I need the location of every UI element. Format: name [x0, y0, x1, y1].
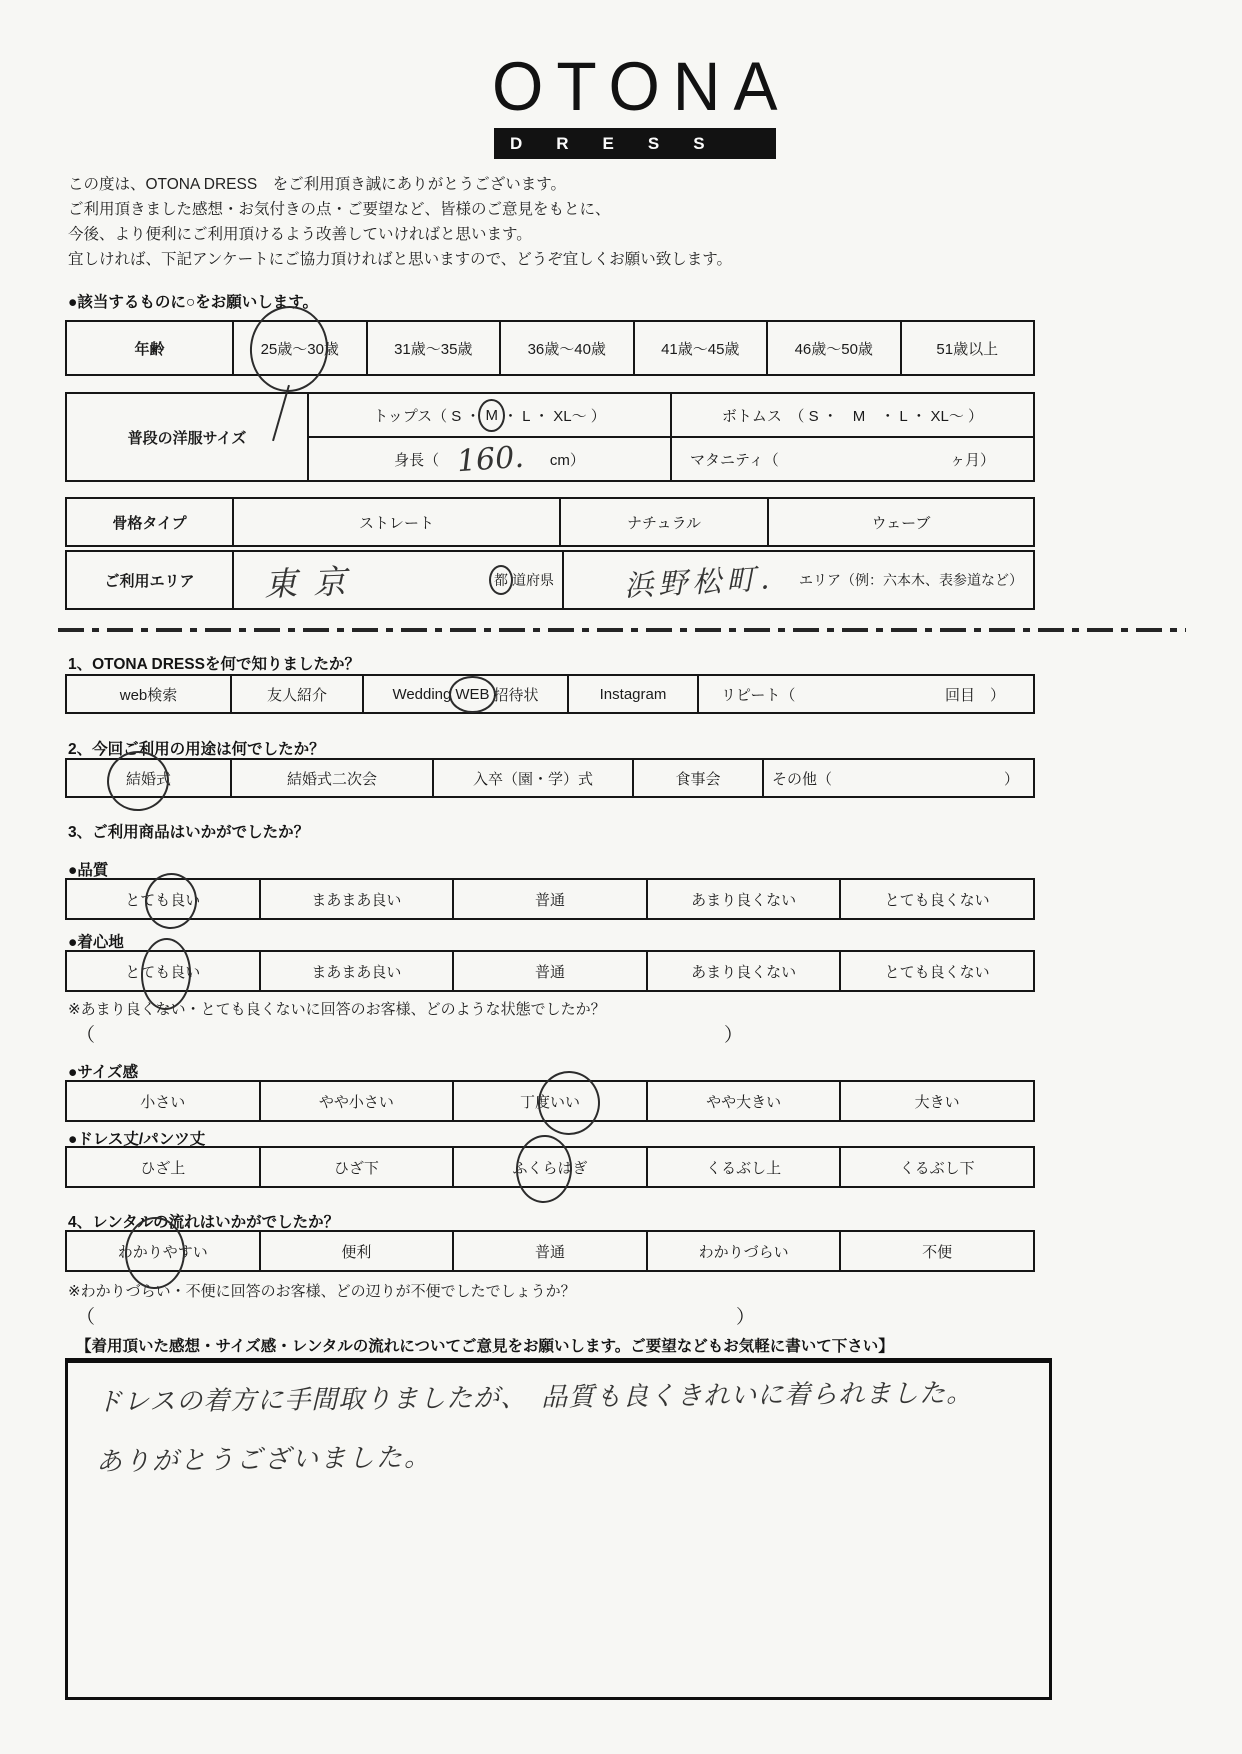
skeleton-option-label: ストレート	[358, 514, 434, 532]
size-row-height-maternity	[307, 438, 1033, 480]
hem-option-label: ふくらはぎ	[512, 1159, 588, 1177]
fit-option-label: やや小さい	[318, 1093, 394, 1111]
q2-other-close: ）	[1003, 770, 1019, 788]
logo-otona: OTONA	[492, 47, 791, 125]
q1-selection-circle-web: WEB	[449, 676, 495, 713]
age-option-36-40[interactable]	[499, 322, 633, 374]
q4-option-convenient[interactable]	[259, 1232, 453, 1270]
q3-title: 3、ご利用商品はいかがでしたか？	[68, 824, 310, 841]
comfort-option-normal[interactable]	[452, 952, 646, 990]
q2-table	[65, 758, 1035, 798]
q1-title: 1、OTONA DRESSを何で知りましたか？	[68, 656, 360, 673]
height-field[interactable]	[307, 438, 670, 480]
q1-option-prefix: Wedding	[392, 685, 452, 703]
prefecture-handwritten-value: 東京	[263, 560, 363, 604]
prefecture-suffix-label: 都 道府県	[490, 570, 554, 590]
q2-option-label: 食事会	[675, 770, 721, 788]
tops-size-selected-m: M	[478, 399, 505, 432]
age-option-41-45[interactable]	[633, 322, 767, 374]
comfort-option-very-good[interactable]	[67, 952, 259, 990]
quality-option-fairly-good[interactable]	[259, 880, 453, 918]
fit-option-label: 丁度いい	[519, 1093, 580, 1111]
prefecture-circled-to: 都	[489, 565, 513, 595]
comfort-option-label: とても良い	[125, 963, 201, 981]
q2-option-other[interactable]	[762, 760, 1033, 796]
height-handwritten-value: 160.	[455, 439, 526, 479]
hem-option-above-knee[interactable]	[67, 1148, 259, 1186]
fit-option-slightly-small[interactable]	[259, 1082, 453, 1120]
q3-note-paren-open: （	[76, 1025, 96, 1046]
area-hint-label: エリア（例：六本木、表参道など）	[799, 572, 1023, 588]
comfort-option-label: まあまあ良い	[311, 963, 402, 981]
comment-heading: 【着用頂いた感想・サイズ感・レンタルの流れについてご意見をお願いします。ご要望などもお気軽に書いて下さい】	[76, 1338, 894, 1355]
q2-option-dinner[interactable]	[632, 760, 762, 796]
age-option-label: 46歳～50歳	[794, 340, 873, 358]
maternity-label: マタニティ（	[690, 451, 779, 469]
q1-option-instagram[interactable]	[567, 676, 697, 712]
q1-option-label: Instagram	[599, 685, 667, 703]
tops-size-suffix: ・ L ・ XL～ ）	[502, 407, 606, 425]
skeleton-label: 骨格タイプ	[112, 514, 187, 532]
comfort-option-label: あまり良くない	[691, 963, 797, 981]
fit-option-small[interactable]	[67, 1082, 259, 1120]
hem-option-label: ひざ上	[140, 1159, 186, 1177]
hem-option-label: くるぶし下	[899, 1159, 975, 1177]
q1-option-suffix: 招待状	[493, 686, 539, 704]
q2-option-label: 入卒（園・学）式	[472, 770, 593, 788]
q4-option-label: わかりづらい	[698, 1243, 789, 1261]
tops-size-prefix: トップス（ S ・	[373, 407, 481, 425]
skeleton-option-label: ウェーブ	[871, 514, 931, 532]
maternity-field[interactable]	[670, 438, 1033, 480]
q4-option-label: 便利	[341, 1243, 372, 1261]
height-unit: cm）	[549, 451, 585, 469]
q1-option-friend-referral[interactable]	[230, 676, 362, 712]
q3-hem-table	[65, 1146, 1035, 1188]
age-option-label: 25歳～30歳	[260, 340, 339, 358]
usage-area-table	[65, 550, 1035, 610]
quality-option-not-so-good[interactable]	[646, 880, 840, 918]
logo-dress-bar	[494, 128, 776, 159]
area-detail-field[interactable]	[562, 552, 1033, 608]
intro-line: この度は、OTONA DRESS をご利用頂き誠にありがとうございます。	[68, 176, 566, 193]
area-handwritten-value: 浜野松町.	[623, 560, 776, 603]
hem-option-label: ひざ下	[333, 1159, 379, 1177]
quality-option-label: とても良い	[125, 891, 201, 909]
size-row-tops-bottoms	[307, 394, 1033, 438]
q4-note-paren-close: ）	[736, 1307, 756, 1328]
size-table-body	[307, 394, 1033, 480]
skeleton-option-label: ナチュラル	[626, 514, 702, 532]
bottoms-size-label: ボトムス （ S ・ M ・ L ・ XL～ ）	[721, 407, 984, 425]
q1-option-repeat[interactable]	[697, 676, 1033, 712]
hem-option-calf[interactable]	[452, 1148, 646, 1186]
q4-option-label: 普通	[534, 1243, 565, 1261]
q3-comfort-label: ●着心地	[68, 934, 124, 951]
age-option-46-50[interactable]	[766, 322, 900, 374]
quality-option-label: 普通	[534, 891, 565, 909]
q4-title: 4、レンタルの流れはいかがでしたか？	[68, 1214, 340, 1231]
logo-dress-text: DRESS	[510, 133, 739, 153]
age-option-31-35[interactable]	[366, 322, 500, 374]
hem-option-below-ankle[interactable]	[839, 1148, 1033, 1186]
fit-option-just-right[interactable]	[452, 1082, 646, 1120]
q2-title: 2、今回ご利用の用途は何でしたか？	[68, 741, 325, 758]
q1-option-wedding-web-invitation[interactable]	[362, 676, 567, 712]
intro-line: 宜しければ、下記アンケートにご協力頂ければと思いますので、どうぞ宜しくお願い致します。	[68, 251, 733, 268]
q2-option-school-ceremony[interactable]	[432, 760, 632, 796]
bottoms-size-field[interactable]	[670, 394, 1033, 436]
hem-option-label: くるぶし上	[706, 1159, 782, 1177]
q3-fit-table	[65, 1080, 1035, 1122]
q3-comfort-table	[65, 950, 1035, 992]
q4-option-label: 不便	[922, 1243, 953, 1261]
height-label: 身長（	[394, 451, 440, 469]
q3-hem-label: ●ドレス丈/パンツ丈	[68, 1131, 206, 1148]
q1-option-web-search[interactable]	[67, 676, 230, 712]
q4-option-inconvenient[interactable]	[839, 1232, 1033, 1270]
comfort-option-label: 普通	[534, 963, 565, 981]
hem-option-above-ankle[interactable]	[646, 1148, 840, 1186]
instruction-heading: ●該当するものに○をお願いします。	[68, 294, 318, 311]
skeleton-option-straight[interactable]	[232, 499, 559, 545]
q4-table	[65, 1230, 1035, 1272]
quality-option-normal[interactable]	[452, 880, 646, 918]
fit-option-label: 小さい	[140, 1093, 186, 1111]
dashed-divider	[58, 628, 1186, 632]
quality-option-label: まあまあ良い	[311, 891, 402, 909]
q1-option-label: 友人紹介	[266, 686, 327, 704]
q4-note: ※わかりづらい・不便に回答のお客様、どの辺りが不便でしたでしょうか？	[68, 1283, 576, 1300]
q2-option-wedding[interactable]	[67, 760, 230, 796]
intro-paragraph	[68, 172, 968, 272]
q4-note-paren-open: （	[76, 1307, 96, 1328]
q1-table	[65, 674, 1035, 714]
intro-line: ご利用頂きました感想・お気付きの点・ご要望など、皆様のご意見をもとに、	[68, 201, 611, 218]
tops-size-field[interactable]	[307, 394, 670, 436]
q3-comfort-note: ※あまり良くない・とても良くないに回答のお客様、どのような状態でしたか？	[68, 1001, 606, 1018]
comfort-option-very-bad[interactable]	[839, 952, 1033, 990]
fit-option-large[interactable]	[839, 1082, 1033, 1120]
q3-quality-label: ●品質	[68, 862, 109, 879]
size-label: 普段の洋服サイズ	[127, 429, 247, 447]
maternity-unit: ヶ月）	[949, 451, 995, 469]
intro-line: 今後、より便利にご利用頂けるよう改善していければと思います。	[68, 226, 532, 243]
comment-handwritten-line1: ドレスの着方に手間取りましたが、 品質も良くきれいに着られました。	[95, 1378, 974, 1418]
fit-option-label: 大きい	[914, 1093, 960, 1111]
age-option-label: 31歳～35歳	[394, 340, 473, 358]
size-table	[65, 392, 1035, 482]
quality-option-label: とても良くない	[884, 891, 990, 909]
comment-box[interactable]	[65, 1358, 1052, 1700]
area-label: ご利用エリア	[104, 572, 195, 590]
q2-other-open: その他（	[772, 770, 833, 788]
q3-fit-label: ●サイズ感	[68, 1064, 139, 1081]
age-option-51plus[interactable]	[900, 322, 1034, 374]
skeleton-type-table	[65, 497, 1035, 547]
q4-option-normal[interactable]	[452, 1232, 646, 1270]
q1-repeat-open: リピート（	[721, 686, 796, 704]
q4-option-label: わかりやすい	[117, 1243, 208, 1261]
age-table	[65, 320, 1035, 376]
q4-option-hard-to-understand[interactable]	[646, 1232, 840, 1270]
age-label: 年齢	[134, 340, 165, 358]
q3-note-paren-close: ）	[724, 1025, 744, 1046]
fit-option-slightly-large[interactable]	[646, 1082, 840, 1120]
q2-option-wedding-afterparty[interactable]	[230, 760, 432, 796]
q3-quality-table	[65, 878, 1035, 920]
skeleton-option-wave[interactable]	[767, 499, 1033, 545]
skeleton-option-natural[interactable]	[559, 499, 767, 545]
age-option-label: 51歳以上	[936, 340, 999, 358]
age-option-label: 36歳～40歳	[527, 340, 606, 358]
fit-option-label: やや大きい	[706, 1093, 782, 1111]
comfort-option-label: とても良くない	[884, 963, 990, 981]
age-option-label: 41歳～45歳	[661, 340, 740, 358]
q1-repeat-close: 回目 ）	[944, 686, 1005, 704]
quality-option-label: あまり良くない	[691, 891, 797, 909]
quality-option-very-bad[interactable]	[839, 880, 1033, 918]
quality-option-very-good[interactable]	[67, 880, 259, 918]
comfort-option-fairly-good[interactable]	[259, 952, 453, 990]
hem-option-below-knee[interactable]	[259, 1148, 453, 1186]
q4-option-easy-to-understand[interactable]	[67, 1232, 259, 1270]
q2-option-label: 結婚式	[125, 770, 171, 788]
q1-option-label: web検索	[119, 686, 178, 704]
prefecture-field[interactable]	[232, 552, 562, 608]
comment-handwritten-line2: ありがとうございました。	[95, 1442, 433, 1478]
age-option-25-30[interactable]	[232, 322, 366, 374]
q2-option-label: 結婚式二次会	[286, 770, 377, 788]
comfort-option-not-so-good[interactable]	[646, 952, 840, 990]
